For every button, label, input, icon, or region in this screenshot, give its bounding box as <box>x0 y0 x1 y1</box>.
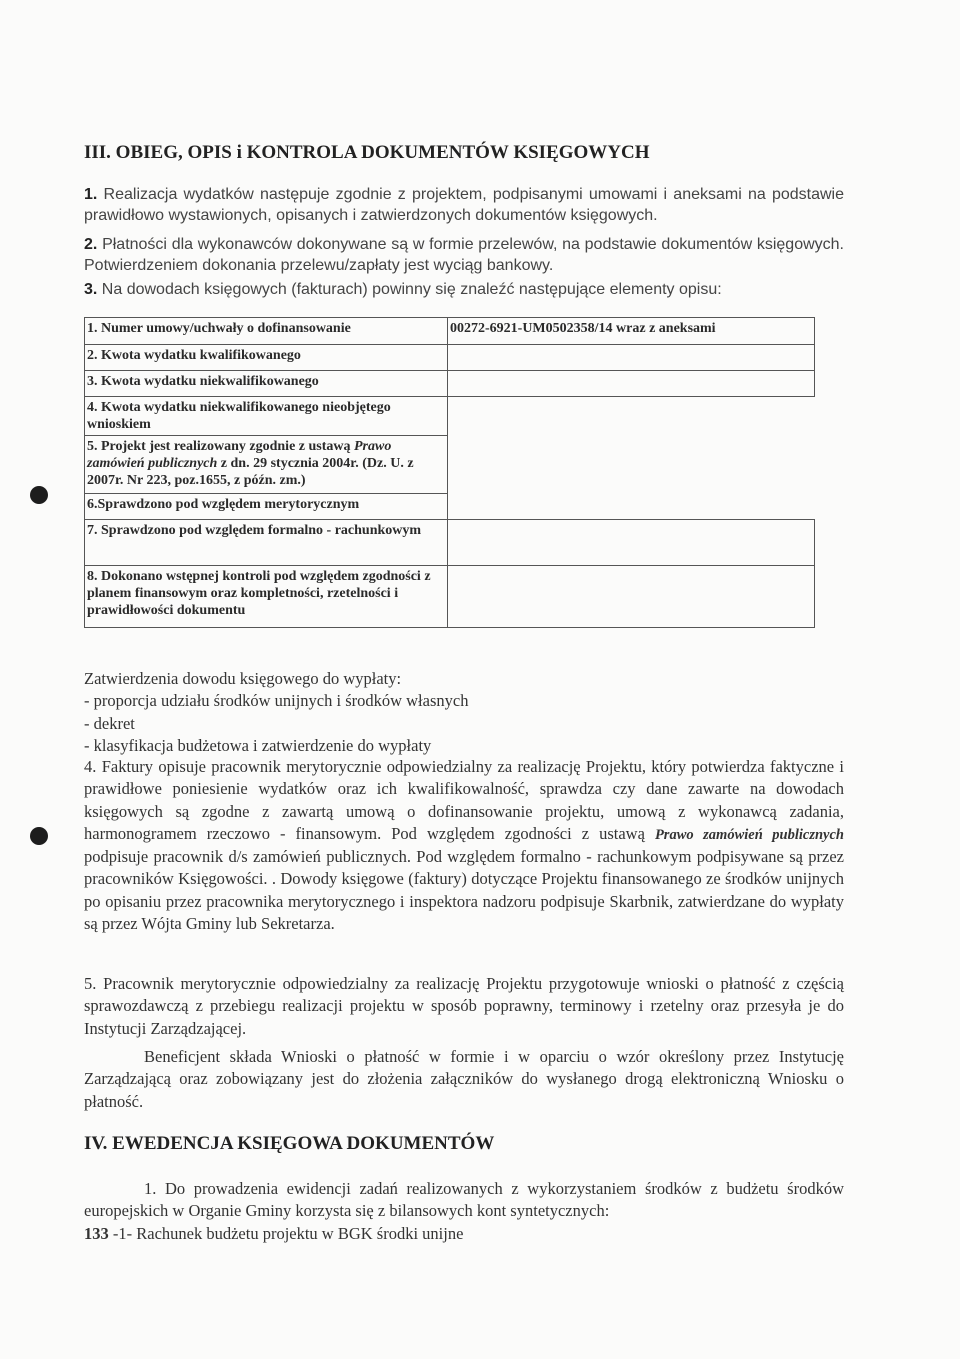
section-4-heading: IV. EWEDENCJA KSIĘGOWA DOKUMENTÓW <box>84 1133 495 1154</box>
approvals-list <box>84 668 844 757</box>
row-label: 2. Kwota wydatku kwalifikowanego <box>85 345 448 371</box>
paragraph-text: Płatności dla wykonawców dokonywane są w formie przelewów, na podstawie dokumentów księgowych. Potwierdzeniem dokonania przelewu/zapłaty jest wyciąg bankowy. <box>84 236 844 274</box>
row-label: 4. Kwota wydatku niekwalifikowanego nieobjętego wnioskiem <box>85 397 448 436</box>
binder-hole-bottom <box>30 827 48 845</box>
table-row <box>85 397 815 436</box>
approvals-item: - dekret <box>84 713 135 733</box>
label-text: 5. Projekt jest realizowany zgodnie z ustawą <box>87 439 354 454</box>
table-row <box>85 371 815 397</box>
account-line <box>84 1223 844 1245</box>
paragraph-number: 5. <box>84 974 97 993</box>
table-row <box>85 566 815 628</box>
law-title: Prawo zamówień publicznych <box>654 826 844 843</box>
paragraph-3-2 <box>84 234 844 276</box>
table-row <box>85 318 815 345</box>
account-description: -1- Rachunek budżetu projektu w BGK środki unijne <box>112 1224 464 1243</box>
table-row <box>85 345 815 371</box>
paragraph-number: 2. <box>84 236 98 253</box>
paragraph-text: Realizacja wydatków następuje zgodnie z projektem, podpisanymi umowami i aneksami na podstawie prawidłowo wystawionych, opisanych i zatwierdzonych dokumentów księgowych. <box>84 186 844 224</box>
paragraph-text: Pracownik merytorycznie odpowiedzialny za realizację Projektu przygotowuje wnioski o płatność z częścią sprawozdawczą z przebiegu realizacji projektu w sposób poprawny, terminowy i rzetelny oraz przesyła je do Instytucji Zarządzającej. <box>84 974 845 1038</box>
paragraph-3-3 <box>84 279 844 300</box>
description-elements-table <box>84 317 815 628</box>
row-label: 1. Numer umowy/uchwały o dofinansowanie <box>85 318 448 345</box>
paragraph-number: 1. <box>144 1179 157 1198</box>
table-row <box>85 494 815 520</box>
row-value <box>448 397 815 436</box>
paragraph-text-cont: podpisuje pracownik d/s zamówień publicznych. Pod względem formalno - rachunkowym podpisywane są przez pracowników Księgowości. . Dowody księgowe (faktury) dotyczące Projektu finansowanego ze środków unijnych po opisaniu przez pracownika merytorycznego i inspektora nadzoru podpisuje Skarbnik, zatwierdzane do wypłaty są przez Wójta Gminy lub Sekretarza. <box>84 847 844 934</box>
row-label: 3. Kwota wydatku niekwalifikowanego <box>85 371 448 397</box>
row-value <box>448 371 815 397</box>
paragraph-number: 3. <box>84 281 98 298</box>
table-row <box>85 520 815 566</box>
paragraph-text: Faktury opisuje pracownik merytorycznie odpowiedzialny za realizację Projektu, który potwierdza faktyczne i prawidłowe poniesienie wydatków oraz ich kwalifikowalność, sprawdza czy dane zawarte na dowodach księgowych są zgodne z zawartą umową o dofinansowanie projektu, umową z wykonawcą zadania, harmonogramem rzeczowo - finansowym. Pod względem zgodności z ustawą <box>84 757 844 843</box>
paragraph-3-5 <box>84 973 844 1040</box>
label-text-cont: z dn. 29 stycznia 2004r. (Dz. U. z 2007r. Nr 223, poz.1655, z późn. zm.) <box>87 456 414 488</box>
row-value <box>448 566 815 628</box>
approvals-item: - klasyfikacja budżetowa i zatwierdzenie do wypłaty <box>84 735 432 755</box>
paragraph-text: Do prowadzenia ewidencji zadań realizowanych z wykorzystaniem środków z budżetu środków europejskich w Organie Gminy korzysta się z bilansowych kont syntetycznych: <box>84 1179 845 1221</box>
approvals-title: Zatwierdzenia dowodu księgowego do wypłaty: <box>84 669 402 688</box>
row-value <box>448 345 815 371</box>
row-label: 7. Sprawdzono pod względem formalno - rachunkowym <box>85 520 448 566</box>
row-value <box>448 520 815 566</box>
row-label <box>85 436 448 494</box>
approvals-item: - proporcja udziału środków unijnych i środków własnych <box>84 691 469 711</box>
paragraph-number: 4. <box>84 757 97 776</box>
paragraph-3-4 <box>84 756 844 935</box>
row-label: 8. Dokonano wstępnej kontroli pod względem zgodności z planem finansowym oraz kompletności, rzetelności i prawidłowości dokumentu <box>85 566 448 628</box>
row-value <box>448 436 815 494</box>
paragraph-number: 1. <box>84 186 98 203</box>
paragraph-3-1 <box>84 184 844 226</box>
binder-hole-top <box>30 486 48 504</box>
label-italic-text: Prawo zamówień publicznych <box>87 439 392 471</box>
paragraph-3-5-beneficiary: Beneficjent składa Wnioski o płatność w formie i w oparciu o wzór określony przez Instytucję Zarządzającą oraz zobowiązany jest do złożenia załączników do wysłanego drogą elektroniczną Wniosku o płatność. <box>84 1047 844 1111</box>
paragraph-4-1 <box>84 1178 844 1223</box>
row-value: 00272-6921-UM0502358/14 wraz z aneksami <box>448 318 815 345</box>
section-3-heading: III. OBIEG, OPIS i KONTROLA DOKUMENTÓW KSIĘGOWYCH <box>84 142 650 163</box>
table-row <box>85 436 815 494</box>
paragraph-text: Na dowodach księgowych (fakturach) powinny się znaleźć następujące elementy opisu: <box>101 281 722 298</box>
account-number: 133 <box>84 1224 109 1243</box>
row-value <box>448 494 815 520</box>
row-label: 6.Sprawdzono pod względem merytorycznym <box>85 494 448 520</box>
